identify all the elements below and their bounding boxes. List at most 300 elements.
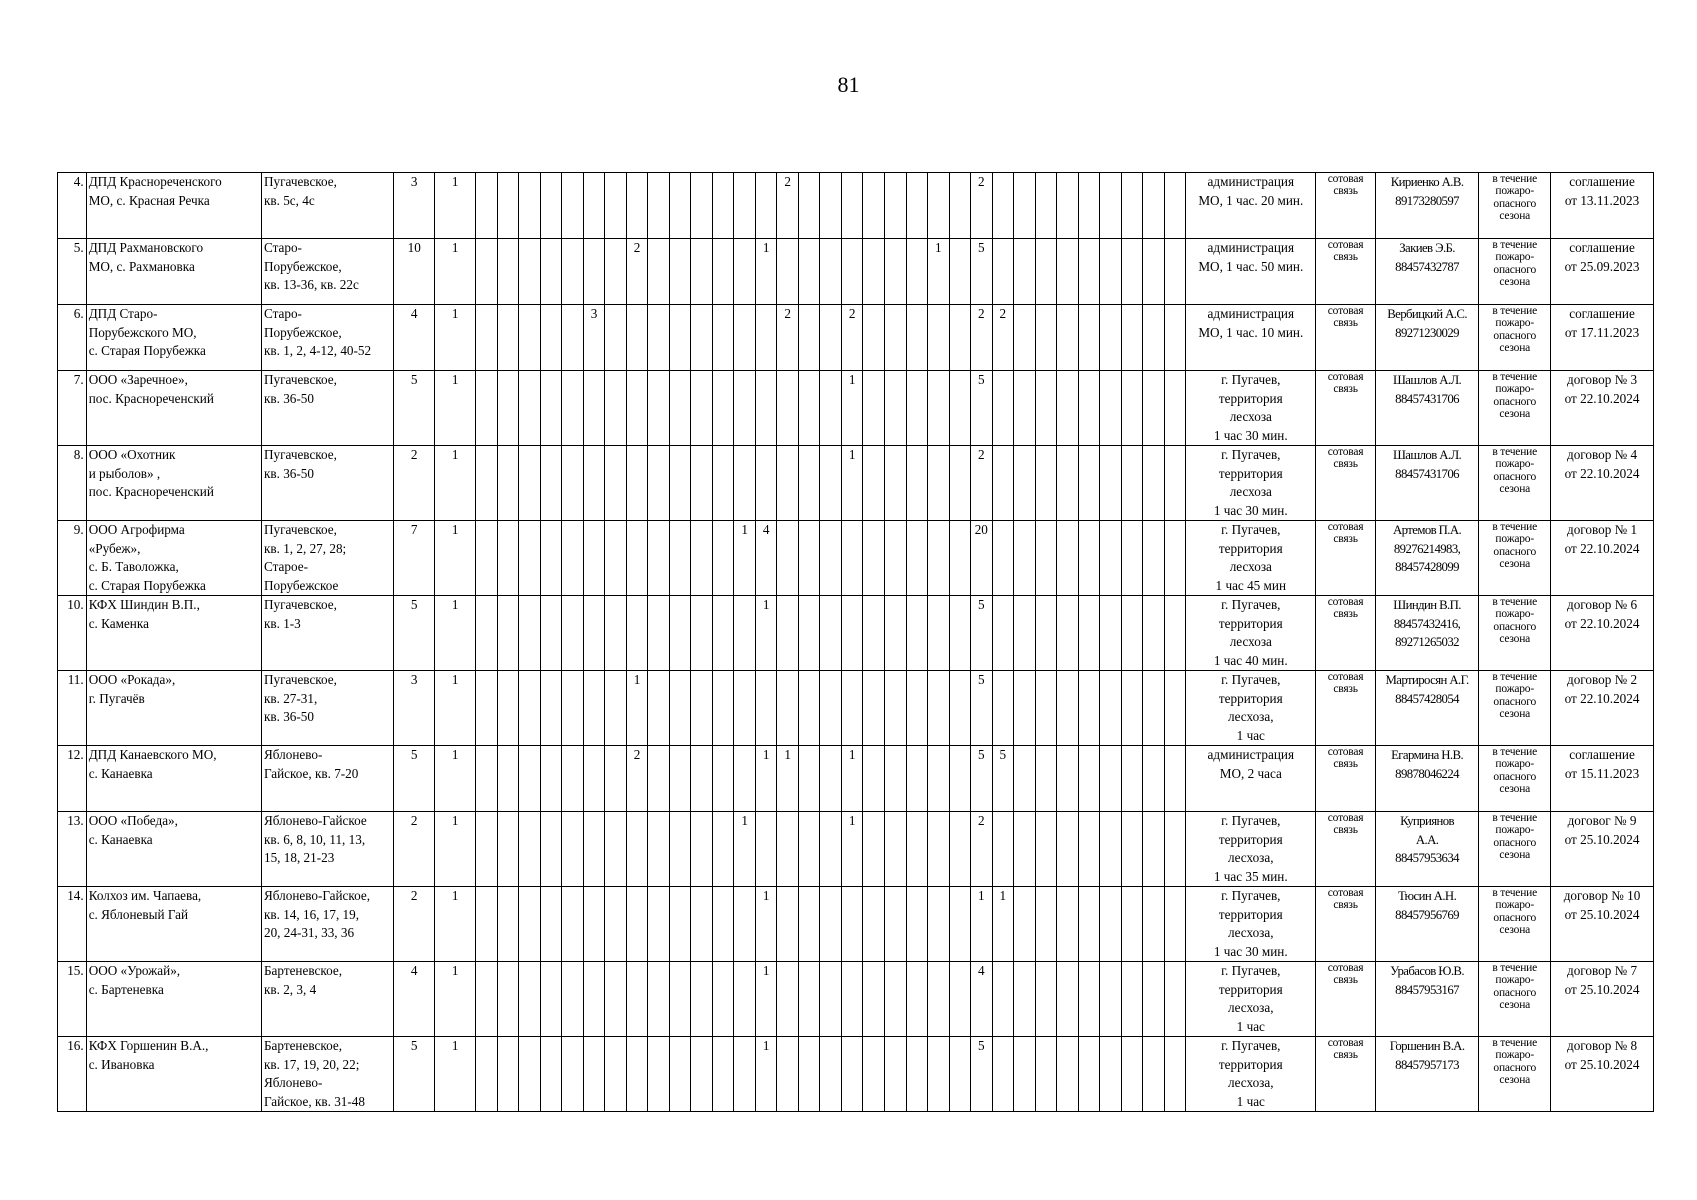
equipment-cell [884,962,906,1037]
equipment-cell [992,1037,1014,1112]
equipment-cell [519,1037,541,1112]
equipment-cell [734,746,756,812]
equipment-cell [562,1037,584,1112]
equipment-cell [583,596,605,671]
communication-cell: сотовая связь [1316,962,1375,1037]
equipment-cell [1100,746,1122,812]
people-count-cell: 5 [394,371,435,446]
equipment-cell [1057,521,1079,596]
period-cell: в течение пожаро- опасного сезона [1479,239,1551,305]
area-cell: Пугачевское, кв. 36-50 [261,446,393,521]
unit-count-cell: 1 [435,239,476,305]
equipment-cell [583,239,605,305]
equipment-cell: 20 [971,521,993,596]
equipment-cell: 1 [755,887,777,962]
contact-cell: Егармина Н.В. 89878046224 [1375,746,1479,812]
equipment-cell [540,371,562,446]
equipment-cell [734,962,756,1037]
equipment-cell [1121,446,1143,521]
table-row [58,887,1654,962]
page-number: 81 [837,72,860,97]
document-cell: соглашение от 13.11.2023 [1551,173,1654,239]
equipment-cell: 1 [971,887,993,962]
equipment-cell [1078,305,1100,371]
equipment-cell [626,596,648,671]
period-cell: в течение пожаро- опасного сезона [1479,1037,1551,1112]
equipment-cell: 5 [971,596,993,671]
equipment-cell [863,305,885,371]
equipment-cell [1121,671,1143,746]
equipment-cell [583,887,605,962]
equipment-cell: 1 [734,521,756,596]
equipment-cell [626,371,648,446]
equipment-cell [605,371,627,446]
equipment-cell [1143,746,1165,812]
equipment-cell: 1 [841,746,863,812]
equipment-cell [605,446,627,521]
period-cell: в течение пожаро- опасного сезона [1479,746,1551,812]
equipment-cell [497,962,519,1037]
equipment-cell [691,812,713,887]
document-cell: договор № 7 от 25.10.2024 [1551,962,1654,1037]
equipment-cell [863,671,885,746]
equipment-cell [497,1037,519,1112]
equipment-cell [928,446,950,521]
area-cell: Яблонево-Гайское, кв. 14, 16, 17, 19, 20, 24-31, 33, 36 [261,887,393,962]
equipment-cell [755,812,777,887]
equipment-cell [928,173,950,239]
people-count-cell: 4 [394,305,435,371]
row-number: 13. [58,812,87,887]
equipment-cell [734,305,756,371]
communication-cell: сотовая связь [1316,239,1375,305]
equipment-cell [1078,812,1100,887]
row-number: 5. [58,239,87,305]
equipment-cell [562,746,584,812]
area-cell: Старо- Порубежское, кв. 13-36, кв. 22с [261,239,393,305]
equipment-cell [648,1037,670,1112]
equipment-cell [1121,521,1143,596]
equipment-cell [497,887,519,962]
equipment-cell [798,239,820,305]
equipment-cell [841,887,863,962]
equipment-cell [777,887,799,962]
equipment-cell [949,305,971,371]
equipment-cell [1035,173,1057,239]
equipment-cell [1078,239,1100,305]
equipment-cell [884,371,906,446]
people-count-cell: 2 [394,446,435,521]
equipment-cell [928,521,950,596]
equipment-cell [1014,887,1036,962]
communication-cell: сотовая связь [1316,671,1375,746]
equipment-cell [1035,746,1057,812]
document-cell: договор № 10 от 25.10.2024 [1551,887,1654,962]
equipment-cell [928,371,950,446]
equipment-cell [906,446,928,521]
table-row [58,746,1654,812]
equipment-cell [605,746,627,812]
equipment-cell [691,305,713,371]
equipment-cell: 2 [971,446,993,521]
equipment-cell [669,812,691,887]
equipment-cell [712,746,734,812]
equipment-cell [476,305,498,371]
equipment-cell [1057,887,1079,962]
equipment-cell: 4 [755,521,777,596]
equipment-cell [798,521,820,596]
equipment-cell [1014,746,1036,812]
location-cell: г. Пугачев, территория лесхоза, 1 час 35 мин. [1186,812,1316,887]
equipment-cell [820,596,842,671]
equipment-cell [1014,521,1036,596]
equipment-cell [992,521,1014,596]
equipment-cell [540,746,562,812]
equipment-cell [777,1037,799,1112]
equipment-cell [777,812,799,887]
equipment-cell [1143,887,1165,962]
equipment-cell [540,446,562,521]
equipment-cell [626,812,648,887]
organization-cell: КФХ Шиндин В.П., с. Каменка [86,596,261,671]
row-number: 15. [58,962,87,1037]
equipment-cell [1143,446,1165,521]
equipment-cell [583,812,605,887]
table-row [58,812,1654,887]
organization-cell: Колхоз им. Чапаева, с. Яблоневый Гай [86,887,261,962]
equipment-cell [583,671,605,746]
equipment-cell [1078,887,1100,962]
equipment-cell [605,887,627,962]
equipment-cell [712,887,734,962]
equipment-cell [1078,962,1100,1037]
location-cell: администрация МО, 1 час. 50 мин. [1186,239,1316,305]
equipment-cell [1057,239,1079,305]
communication-cell: сотовая связь [1316,887,1375,962]
period-cell: в течение пожаро- опасного сезона [1479,887,1551,962]
equipment-cell [476,521,498,596]
organization-cell: ДПД Канаевского МО, с. Канаевка [86,746,261,812]
organization-cell: ООО «Охотник и рыболов» , пос. Краснореченский [86,446,261,521]
people-count-cell: 3 [394,173,435,239]
equipment-cell: 1 [755,962,777,1037]
equipment-cell [1164,596,1186,671]
equipment-cell [1100,887,1122,962]
equipment-cell [648,521,670,596]
equipment-cell [476,446,498,521]
area-cell: Пугачевское, кв. 1, 2, 27, 28; Старое- Порубежское [261,521,393,596]
equipment-cell [519,371,541,446]
equipment-cell [1078,446,1100,521]
equipment-cell [648,746,670,812]
equipment-cell [519,446,541,521]
equipment-cell: 4 [971,962,993,1037]
equipment-cell [519,671,541,746]
equipment-cell: 1 [755,239,777,305]
equipment-cell: 5 [971,1037,993,1112]
equipment-cell [562,371,584,446]
equipment-cell: 2 [841,305,863,371]
period-cell: в течение пожаро- опасного сезона [1479,521,1551,596]
equipment-cell [626,1037,648,1112]
people-count-cell: 5 [394,596,435,671]
contact-cell: Кириенко А.В. 89173280597 [1375,173,1479,239]
equipment-cell [1078,596,1100,671]
period-cell: в течение пожаро- опасного сезона [1479,671,1551,746]
equipment-cell [1121,239,1143,305]
equipment-cell [1164,305,1186,371]
equipment-cell [863,173,885,239]
organization-cell: ДПД Рахмановского МО, с. Рахмановка [86,239,261,305]
area-cell: Пугачевское, кв. 5с, 4с [261,173,393,239]
equipment-cell [949,746,971,812]
equipment-cell [949,371,971,446]
equipment-cell [648,671,670,746]
row-number: 16. [58,1037,87,1112]
equipment-cell [712,671,734,746]
fire-resources-table [57,172,1654,1112]
organization-cell: ООО Агрофирма «Рубеж», с. Б. Таволожка, с. Старая Порубежка [86,521,261,596]
equipment-cell [1121,596,1143,671]
equipment-cell [1057,746,1079,812]
equipment-cell: 5 [971,239,993,305]
equipment-cell [884,812,906,887]
equipment-cell [476,962,498,1037]
location-cell: г. Пугачев, территория лесхоза 1 час 30 мин. [1186,446,1316,521]
equipment-cell [497,596,519,671]
equipment-cell [906,596,928,671]
equipment-cell [669,1037,691,1112]
area-cell: Пугачевское, кв. 27-31, кв. 36-50 [261,671,393,746]
equipment-cell [712,173,734,239]
equipment-cell [1164,812,1186,887]
location-cell: г. Пугачев, территория лесхоза, 1 час 30 мин. [1186,887,1316,962]
equipment-cell [1143,371,1165,446]
equipment-cell [820,521,842,596]
equipment-cell [1035,239,1057,305]
equipment-cell [798,1037,820,1112]
contact-cell: Артемов П.А. 89276214983, 88457428099 [1375,521,1479,596]
equipment-cell [1100,596,1122,671]
equipment-cell [1035,887,1057,962]
equipment-cell: 2 [626,239,648,305]
equipment-cell [519,173,541,239]
equipment-cell: 1 [841,812,863,887]
equipment-cell [777,371,799,446]
equipment-cell [669,305,691,371]
equipment-cell [1164,446,1186,521]
period-cell: в течение пожаро- опасного сезона [1479,305,1551,371]
equipment-cell [863,962,885,1037]
equipment-cell [798,371,820,446]
people-count-cell: 5 [394,746,435,812]
equipment-cell [820,239,842,305]
equipment-cell [540,521,562,596]
contact-cell: Куприянов А.А. 88457953634 [1375,812,1479,887]
equipment-cell [863,746,885,812]
equipment-cell [1035,305,1057,371]
equipment-cell: 2 [971,305,993,371]
equipment-cell [820,173,842,239]
equipment-cell [626,446,648,521]
equipment-cell [540,305,562,371]
equipment-cell [841,962,863,1037]
equipment-cell [712,521,734,596]
unit-count-cell: 1 [435,746,476,812]
equipment-cell [820,1037,842,1112]
equipment-cell [1014,812,1036,887]
equipment-cell [798,596,820,671]
equipment-cell [476,887,498,962]
equipment-cell [691,962,713,1037]
equipment-cell [1057,1037,1079,1112]
equipment-cell [476,173,498,239]
equipment-cell [1057,671,1079,746]
organization-cell: ООО «Рокада», г. Пугачёв [86,671,261,746]
people-count-cell: 3 [394,671,435,746]
equipment-cell [540,812,562,887]
document-cell: договор № 6 от 22.10.2024 [1551,596,1654,671]
communication-cell: сотовая связь [1316,746,1375,812]
equipment-cell [562,305,584,371]
equipment-cell [841,1037,863,1112]
equipment-cell [583,746,605,812]
equipment-cell [1057,371,1079,446]
equipment-cell [1143,173,1165,239]
table-row [58,305,1654,371]
equipment-cell [777,239,799,305]
equipment-cell [691,173,713,239]
period-cell: в течение пожаро- опасного сезона [1479,371,1551,446]
equipment-cell [1014,1037,1036,1112]
equipment-cell [755,173,777,239]
equipment-cell [928,1037,950,1112]
equipment-cell: 5 [971,671,993,746]
equipment-cell [734,446,756,521]
equipment-cell: 1 [734,812,756,887]
unit-count-cell: 1 [435,596,476,671]
equipment-cell [906,887,928,962]
organization-cell: ООО «Заречное», пос. Краснореченский [86,371,261,446]
equipment-cell [583,173,605,239]
equipment-cell [1014,596,1036,671]
equipment-cell [540,596,562,671]
equipment-cell [476,239,498,305]
equipment-cell [1164,887,1186,962]
equipment-cell [669,962,691,1037]
equipment-cell: 1 [626,671,648,746]
equipment-cell [1100,173,1122,239]
equipment-cell [863,521,885,596]
equipment-cell [755,305,777,371]
contact-cell: Горшенин В.А. 88457957173 [1375,1037,1479,1112]
equipment-cell [949,887,971,962]
document-cell: соглашение от 17.11.2023 [1551,305,1654,371]
equipment-cell [1035,446,1057,521]
equipment-cell [497,305,519,371]
equipment-cell [1121,371,1143,446]
equipment-cell [712,371,734,446]
equipment-cell [841,521,863,596]
equipment-cell [906,239,928,305]
equipment-cell [605,521,627,596]
row-number: 7. [58,371,87,446]
equipment-cell [1143,305,1165,371]
equipment-cell [777,671,799,746]
table-row [58,521,1654,596]
communication-cell: сотовая связь [1316,446,1375,521]
table-row [58,173,1654,239]
equipment-cell [648,596,670,671]
equipment-cell [992,446,1014,521]
equipment-cell: 1 [755,746,777,812]
equipment-cell [476,596,498,671]
equipment-cell [798,671,820,746]
area-cell: Старо- Порубежское, кв. 1, 2, 4-12, 40-52 [261,305,393,371]
equipment-cell [884,521,906,596]
equipment-cell [884,671,906,746]
equipment-cell [540,239,562,305]
equipment-cell [691,596,713,671]
equipment-cell [884,305,906,371]
row-number: 14. [58,887,87,962]
equipment-cell: 1 [841,446,863,521]
equipment-cell: 1 [777,746,799,812]
document-cell: договор № 2 от 22.10.2024 [1551,671,1654,746]
equipment-cell [540,887,562,962]
equipment-cell [820,962,842,1037]
equipment-cell [562,887,584,962]
equipment-cell [691,746,713,812]
equipment-cell [1100,1037,1122,1112]
equipment-cell [820,887,842,962]
equipment-cell [1057,446,1079,521]
equipment-cell [1057,962,1079,1037]
equipment-cell [1164,173,1186,239]
equipment-cell [497,521,519,596]
equipment-cell [648,371,670,446]
location-cell: г. Пугачев, территория лесхоза, 1 час [1186,962,1316,1037]
row-number: 11. [58,671,87,746]
equipment-cell [906,305,928,371]
equipment-cell [712,239,734,305]
equipment-cell [734,596,756,671]
location-cell: администрация МО, 1 час. 20 мин. [1186,173,1316,239]
equipment-cell [798,446,820,521]
document-cell: договог № 9 от 25.10.2024 [1551,812,1654,887]
table-row [58,596,1654,671]
equipment-cell [497,812,519,887]
equipment-cell [863,446,885,521]
equipment-cell [928,746,950,812]
equipment-cell [540,1037,562,1112]
area-cell: Бартеневское, кв. 2, 3, 4 [261,962,393,1037]
equipment-cell [626,887,648,962]
unit-count-cell: 1 [435,962,476,1037]
equipment-cell [884,887,906,962]
equipment-cell [777,596,799,671]
organization-cell: ООО «Победа», с. Канаевка [86,812,261,887]
equipment-cell [820,305,842,371]
equipment-cell: 1 [755,596,777,671]
people-count-cell: 4 [394,962,435,1037]
equipment-cell: 1 [755,1037,777,1112]
equipment-cell [562,671,584,746]
equipment-cell [928,887,950,962]
equipment-cell [626,962,648,1037]
equipment-cell [476,671,498,746]
equipment-cell [712,962,734,1037]
